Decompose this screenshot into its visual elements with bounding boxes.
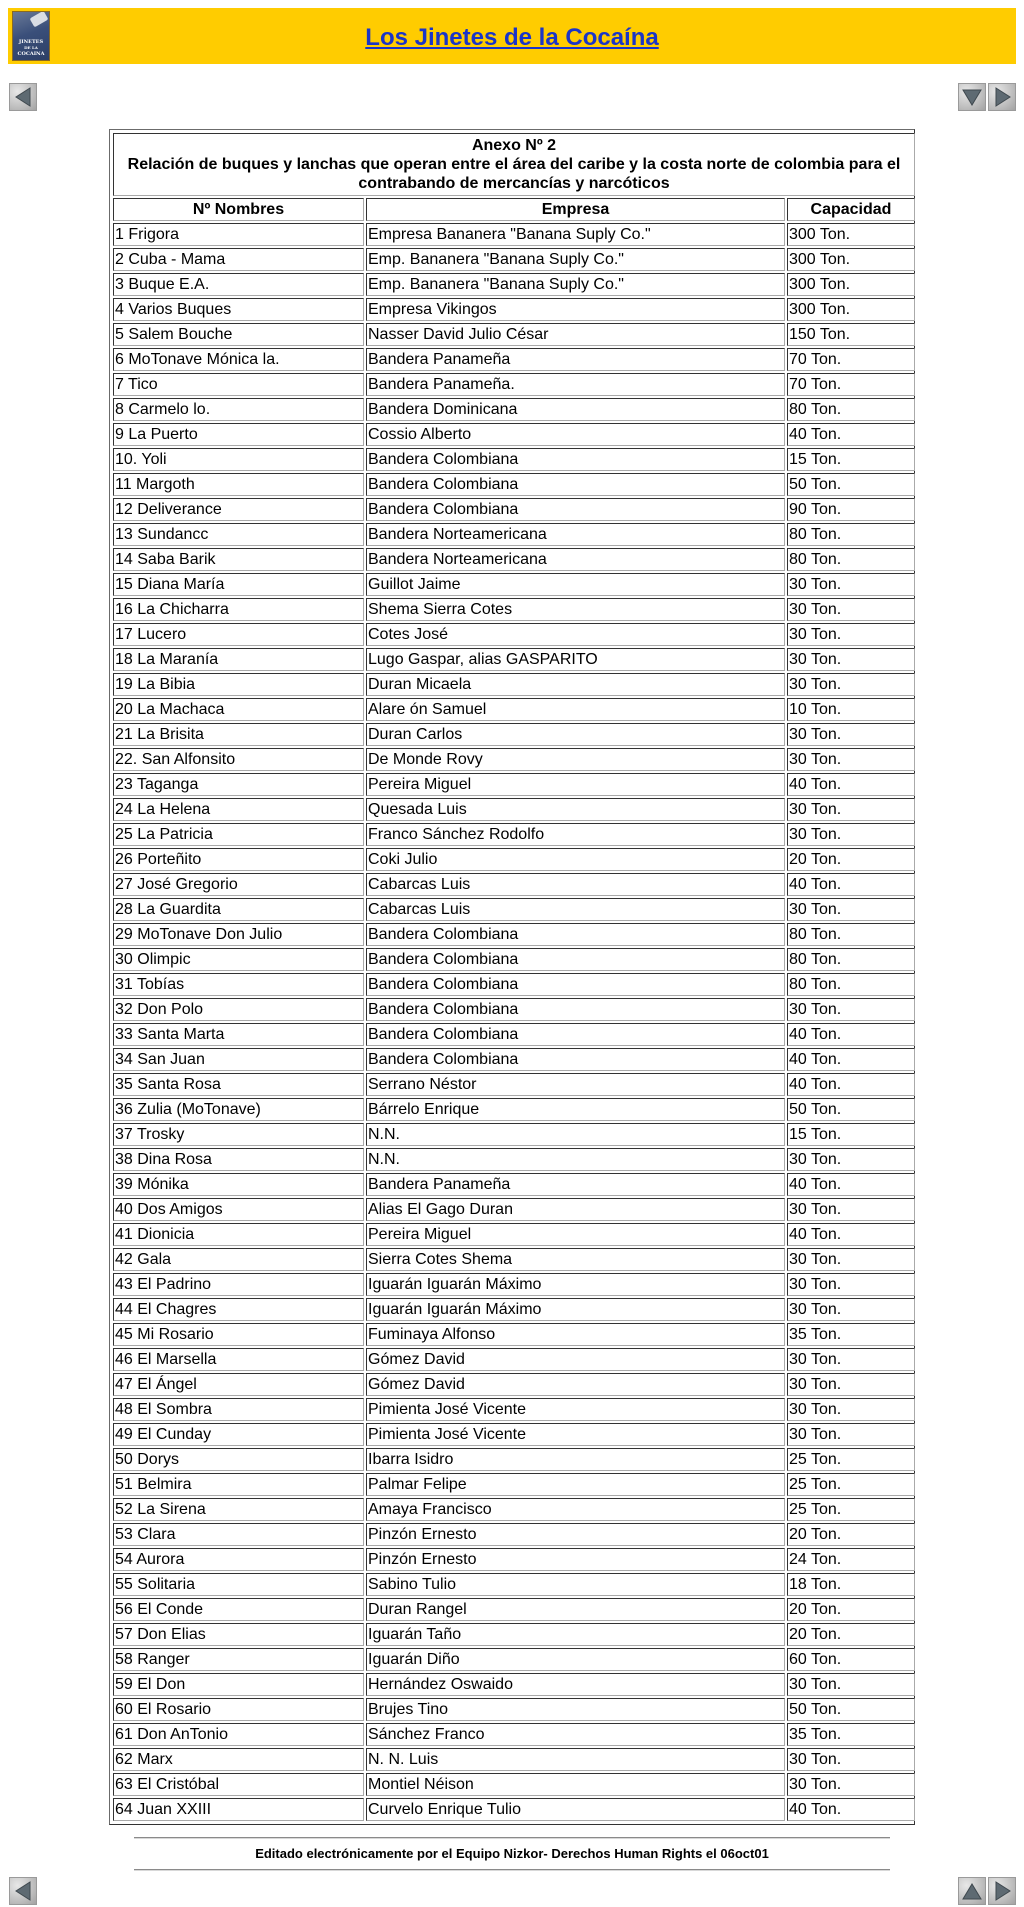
cell-capacidad: 80 Ton.	[787, 548, 915, 571]
arrow-right-icon	[988, 83, 1016, 111]
cell-capacidad: 80 Ton.	[787, 923, 915, 946]
cell-capacidad: 30 Ton.	[787, 1423, 915, 1446]
cell-empresa: N.N.	[366, 1123, 785, 1146]
table-row	[113, 1598, 915, 1621]
cell-nombre: 20 La Machaca	[113, 698, 364, 721]
cell-nombre: 22. San Alfonsito	[113, 748, 364, 771]
cell-capacidad: 24 Ton.	[787, 1548, 915, 1571]
site-title-link[interactable]: Los Jinetes de la Cocaína	[365, 24, 659, 51]
cell-capacidad: 300 Ton.	[787, 273, 915, 296]
cell-nombre: 7 Tico	[113, 373, 364, 396]
annex-description: Relación de buques y lanchas que operan entre el área del caribe y la costa norte de colombia para el contrabando de mercancías y narcóticos	[127, 156, 901, 192]
cell-capacidad: 18 Ton.	[787, 1573, 915, 1596]
table-row	[113, 1648, 915, 1671]
cell-empresa: Pinzón Ernesto	[366, 1548, 785, 1571]
cell-empresa: Sánchez Franco	[366, 1723, 785, 1746]
table-row	[113, 1398, 915, 1421]
prev-page-button-bottom[interactable]	[9, 1877, 37, 1905]
table-row	[113, 873, 915, 896]
cell-empresa: Guillot Jaime	[366, 573, 785, 596]
cell-nombre: 2 Cuba - Mama	[113, 248, 364, 271]
cell-empresa: Duran Carlos	[366, 723, 785, 746]
table-row	[113, 373, 915, 396]
cell-nombre: 10. Yoli	[113, 448, 364, 471]
cell-empresa: Pereira Miguel	[366, 773, 785, 796]
cell-capacidad: 80 Ton.	[787, 523, 915, 546]
cell-empresa: Alare ón Samuel	[366, 698, 785, 721]
cell-nombre: 40 Dos Amigos	[113, 1198, 364, 1221]
table-row	[113, 1348, 915, 1371]
table-row	[113, 398, 915, 421]
cell-nombre: 62 Marx	[113, 1748, 364, 1771]
footer-divider-top	[134, 1837, 890, 1839]
cell-nombre: 26 Porteñito	[113, 848, 364, 871]
cell-capacidad: 30 Ton.	[787, 1248, 915, 1271]
cell-empresa: N. N. Luis	[366, 1748, 785, 1771]
cell-nombre: 59 El Don	[113, 1673, 364, 1696]
cell-capacidad: 35 Ton.	[787, 1323, 915, 1346]
cell-capacidad: 10 Ton.	[787, 698, 915, 721]
cell-capacidad: 50 Ton.	[787, 1698, 915, 1721]
cell-empresa: Iguarán Taño	[366, 1623, 785, 1646]
table-row	[113, 323, 915, 346]
footer-divider-bottom	[134, 1869, 890, 1871]
table-row	[113, 648, 915, 671]
cell-nombre: 51 Belmira	[113, 1473, 364, 1496]
cell-empresa: Bandera Norteamericana	[366, 548, 785, 571]
cell-capacidad: 15 Ton.	[787, 1123, 915, 1146]
cell-empresa: Cossio Alberto	[366, 423, 785, 446]
cell-empresa: Ibarra Isidro	[366, 1448, 785, 1471]
cell-capacidad: 40 Ton.	[787, 1023, 915, 1046]
cell-empresa: Palmar Felipe	[366, 1473, 785, 1496]
cell-nombre: 53 Clara	[113, 1523, 364, 1546]
table-row	[113, 748, 915, 771]
cell-empresa: Curvelo Enrique Tulio	[366, 1798, 785, 1821]
cell-capacidad: 30 Ton.	[787, 1773, 915, 1796]
cell-empresa: Nasser David Julio César	[366, 323, 785, 346]
cell-capacidad: 150 Ton.	[787, 323, 915, 346]
cell-empresa: Bandera Dominicana	[366, 398, 785, 421]
cell-capacidad: 40 Ton.	[787, 1173, 915, 1196]
arrow-up-icon	[958, 1877, 986, 1905]
cell-empresa: Bandera Norteamericana	[366, 523, 785, 546]
cell-nombre: 18 La Maranía	[113, 648, 364, 671]
cell-capacidad: 30 Ton.	[787, 573, 915, 596]
cell-empresa: De Monde Rovy	[366, 748, 785, 771]
table-row	[113, 423, 915, 446]
cell-nombre: 14 Saba Barik	[113, 548, 364, 571]
table-caption	[113, 133, 915, 196]
table-row	[113, 1248, 915, 1271]
table-row	[113, 1223, 915, 1246]
cell-nombre: 47 El Ángel	[113, 1373, 364, 1396]
cell-empresa: Fuminaya Alfonso	[366, 1323, 785, 1346]
cell-empresa: Brujes Tino	[366, 1698, 785, 1721]
cell-empresa: Bandera Colombiana	[366, 923, 785, 946]
cell-capacidad: 40 Ton.	[787, 423, 915, 446]
cell-empresa: Duran Rangel	[366, 1598, 785, 1621]
cell-empresa: Bandera Panameña.	[366, 373, 785, 396]
table-header-row	[113, 198, 915, 221]
cell-nombre: 45 Mi Rosario	[113, 1323, 364, 1346]
cell-empresa: Emp. Bananera "Banana Suply Co."	[366, 273, 785, 296]
cell-capacidad: 50 Ton.	[787, 1098, 915, 1121]
cell-nombre: 12 Deliverance	[113, 498, 364, 521]
cell-nombre: 29 MoTonave Don Julio	[113, 923, 364, 946]
cell-nombre: 50 Dorys	[113, 1448, 364, 1471]
table-row	[113, 298, 915, 321]
cell-capacidad: 300 Ton.	[787, 248, 915, 271]
cell-empresa: Duran Micaela	[366, 673, 785, 696]
cell-capacidad: 80 Ton.	[787, 973, 915, 996]
cell-nombre: 55 Solitaria	[113, 1573, 364, 1596]
table-row	[113, 273, 915, 296]
table-row	[113, 1423, 915, 1446]
table-row	[113, 1723, 915, 1746]
cell-capacidad: 30 Ton.	[787, 723, 915, 746]
cell-empresa: Serrano Néstor	[366, 1073, 785, 1096]
cell-empresa: Iguarán Iguarán Máximo	[366, 1273, 785, 1296]
cell-capacidad: 30 Ton.	[787, 798, 915, 821]
cell-capacidad: 70 Ton.	[787, 373, 915, 396]
table-row	[113, 1123, 915, 1146]
cell-nombre: 5 Salem Bouche	[113, 323, 364, 346]
table-row	[113, 1173, 915, 1196]
table-row	[113, 1673, 915, 1696]
cell-empresa: Franco Sánchez Rodolfo	[366, 823, 785, 846]
cell-nombre: 19 La Bibia	[113, 673, 364, 696]
cell-empresa: N.N.	[366, 1148, 785, 1171]
table-row	[113, 1448, 915, 1471]
cell-nombre: 54 Aurora	[113, 1548, 364, 1571]
table-row	[113, 498, 915, 521]
cell-capacidad: 30 Ton.	[787, 648, 915, 671]
cell-capacidad: 40 Ton.	[787, 1048, 915, 1071]
cell-empresa: Sierra Cotes Shema	[366, 1248, 785, 1271]
cell-capacidad: 20 Ton.	[787, 848, 915, 871]
table-row	[113, 898, 915, 921]
cell-nombre: 46 El Marsella	[113, 1348, 364, 1371]
cell-nombre: 37 Trosky	[113, 1123, 364, 1146]
cell-capacidad: 30 Ton.	[787, 1148, 915, 1171]
logo-text: JINETES DE LA COCAINA	[17, 39, 45, 57]
cell-nombre: 30 Olimpic	[113, 948, 364, 971]
table-row	[113, 1573, 915, 1596]
cell-empresa: Empresa Vikingos	[366, 298, 785, 321]
cell-nombre: 63 El Cristóbal	[113, 1773, 364, 1796]
table-row	[113, 1073, 915, 1096]
cell-empresa: Gómez David	[366, 1373, 785, 1396]
table-row	[113, 673, 915, 696]
cell-empresa: Cabarcas Luis	[366, 898, 785, 921]
cell-empresa: Emp. Bananera "Banana Suply Co."	[366, 248, 785, 271]
next-page-button-bottom[interactable]	[988, 1877, 1016, 1905]
table-row	[113, 1523, 915, 1546]
cell-capacidad: 25 Ton.	[787, 1498, 915, 1521]
cell-empresa: Gómez David	[366, 1348, 785, 1371]
table-row	[113, 1473, 915, 1496]
cell-capacidad: 30 Ton.	[787, 1198, 915, 1221]
cell-capacidad: 30 Ton.	[787, 598, 915, 621]
cell-capacidad: 40 Ton.	[787, 873, 915, 896]
table-row	[113, 623, 915, 646]
cell-nombre: 6 MoTonave Mónica la.	[113, 348, 364, 371]
table-row	[113, 223, 915, 246]
cell-nombre: 61 Don AnTonio	[113, 1723, 364, 1746]
cell-nombre: 43 El Padrino	[113, 1273, 364, 1296]
cell-empresa: Sabino Tulio	[366, 1573, 785, 1596]
cell-capacidad: 30 Ton.	[787, 1298, 915, 1321]
column-header-empresa: Empresa	[366, 198, 785, 221]
cell-empresa: Empresa Bananera "Banana Suply Co."	[366, 223, 785, 246]
table-row	[113, 1498, 915, 1521]
cell-nombre: 48 El Sombra	[113, 1398, 364, 1421]
annex-table-frame	[109, 129, 915, 1825]
table-row	[113, 598, 915, 621]
table-row	[113, 773, 915, 796]
cell-capacidad: 40 Ton.	[787, 1223, 915, 1246]
cell-capacidad: 60 Ton.	[787, 1648, 915, 1671]
cell-nombre: 57 Don Elias	[113, 1623, 364, 1646]
cell-nombre: 3 Buque E.A.	[113, 273, 364, 296]
table-row	[113, 1773, 915, 1796]
cell-capacidad: 30 Ton.	[787, 673, 915, 696]
cell-empresa: Amaya Francisco	[366, 1498, 785, 1521]
cell-nombre: 44 El Chagres	[113, 1298, 364, 1321]
cell-nombre: 11 Margoth	[113, 473, 364, 496]
cell-empresa: Bárrelo Enrique	[366, 1098, 785, 1121]
cell-empresa: Hernández Oswaido	[366, 1673, 785, 1696]
cell-nombre: 8 Carmelo lo.	[113, 398, 364, 421]
table-row	[113, 1748, 915, 1771]
cell-empresa: Bandera Colombiana	[366, 498, 785, 521]
cell-empresa: Iguarán Diño	[366, 1648, 785, 1671]
cell-capacidad: 20 Ton.	[787, 1523, 915, 1546]
cell-nombre: 56 El Conde	[113, 1598, 364, 1621]
cell-capacidad: 30 Ton.	[787, 1673, 915, 1696]
table-row	[113, 1148, 915, 1171]
cell-capacidad: 30 Ton.	[787, 1348, 915, 1371]
table-row	[113, 1298, 915, 1321]
table-row	[113, 948, 915, 971]
cell-nombre: 58 Ranger	[113, 1648, 364, 1671]
table-row	[113, 1373, 915, 1396]
arrow-down-icon	[958, 83, 986, 111]
table-row	[113, 348, 915, 371]
cell-empresa: Iguarán Iguarán Máximo	[366, 1298, 785, 1321]
prev-page-button[interactable]	[9, 83, 37, 111]
table-row	[113, 248, 915, 271]
cell-nombre: 4 Varios Buques	[113, 298, 364, 321]
cell-nombre: 39 Mónika	[113, 1173, 364, 1196]
table-row	[113, 573, 915, 596]
cell-empresa: Bandera Colombiana	[366, 998, 785, 1021]
cell-capacidad: 30 Ton.	[787, 898, 915, 921]
cell-capacidad: 30 Ton.	[787, 823, 915, 846]
arrow-left-icon	[9, 83, 37, 111]
table-row	[113, 1273, 915, 1296]
header-banner	[8, 8, 1016, 64]
cell-capacidad: 25 Ton.	[787, 1473, 915, 1496]
table-caption-row	[113, 133, 915, 196]
vessels-table	[111, 131, 917, 1823]
cell-empresa: Cotes José	[366, 623, 785, 646]
cell-nombre: 32 Don Polo	[113, 998, 364, 1021]
cell-capacidad: 30 Ton.	[787, 1748, 915, 1771]
table-row	[113, 923, 915, 946]
table-row	[113, 998, 915, 1021]
down-page-button[interactable]	[958, 83, 986, 111]
cell-capacidad: 40 Ton.	[787, 773, 915, 796]
cell-empresa: Bandera Panameña	[366, 1173, 785, 1196]
cell-nombre: 23 Taganga	[113, 773, 364, 796]
cell-nombre: 21 La Brisita	[113, 723, 364, 746]
cell-empresa: Pereira Miguel	[366, 1223, 785, 1246]
cell-nombre: 25 La Patricia	[113, 823, 364, 846]
table-row	[113, 548, 915, 571]
cell-capacidad: 50 Ton.	[787, 473, 915, 496]
table-row	[113, 1698, 915, 1721]
cell-nombre: 9 La Puerto	[113, 423, 364, 446]
table-row	[113, 973, 915, 996]
cell-empresa: Cabarcas Luis	[366, 873, 785, 896]
table-row	[113, 473, 915, 496]
cell-empresa: Alias El Gago Duran	[366, 1198, 785, 1221]
cell-nombre: 33 Santa Marta	[113, 1023, 364, 1046]
cell-empresa: Bandera Colombiana	[366, 1048, 785, 1071]
cell-capacidad: 30 Ton.	[787, 1398, 915, 1421]
column-header-nombres: Nº Nombres	[113, 198, 364, 221]
cell-empresa: Bandera Colombiana	[366, 473, 785, 496]
cell-nombre: 13 Sundancc	[113, 523, 364, 546]
cell-capacidad: 35 Ton.	[787, 1723, 915, 1746]
cell-capacidad: 30 Ton.	[787, 1273, 915, 1296]
cell-capacidad: 30 Ton.	[787, 998, 915, 1021]
cell-capacidad: 80 Ton.	[787, 398, 915, 421]
cell-empresa: Pimienta José Vicente	[366, 1398, 785, 1421]
cell-nombre: 60 El Rosario	[113, 1698, 364, 1721]
cell-empresa: Pinzón Ernesto	[366, 1523, 785, 1546]
table-row	[113, 1798, 915, 1821]
table-row	[113, 1048, 915, 1071]
table-row	[113, 723, 915, 746]
cell-empresa: Bandera Colombiana	[366, 948, 785, 971]
cell-nombre: 16 La Chicharra	[113, 598, 364, 621]
cell-nombre: 17 Lucero	[113, 623, 364, 646]
cell-capacidad: 30 Ton.	[787, 1373, 915, 1396]
table-row	[113, 798, 915, 821]
cell-nombre: 28 La Guardita	[113, 898, 364, 921]
cell-nombre: 38 Dina Rosa	[113, 1148, 364, 1171]
cell-nombre: 27 José Gregorio	[113, 873, 364, 896]
table-row	[113, 698, 915, 721]
cell-nombre: 15 Diana María	[113, 573, 364, 596]
cell-nombre: 35 Santa Rosa	[113, 1073, 364, 1096]
table-row	[113, 448, 915, 471]
cell-nombre: 41 Dionicia	[113, 1223, 364, 1246]
annex-title: Anexo Nº 2	[471, 137, 557, 154]
cell-nombre: 64 Juan XXIII	[113, 1798, 364, 1821]
table-row	[113, 848, 915, 871]
cell-nombre: 49 El Cunday	[113, 1423, 364, 1446]
footer-credit: Editado electrónicamente por el Equipo Nizkor- Derechos Human Rights el 06oct01	[255, 1846, 769, 1861]
cell-nombre: 31 Tobías	[113, 973, 364, 996]
cell-nombre: 1 Frigora	[113, 223, 364, 246]
cell-nombre: 42 Gala	[113, 1248, 364, 1271]
cell-capacidad: 70 Ton.	[787, 348, 915, 371]
cell-capacidad: 90 Ton.	[787, 498, 915, 521]
cell-empresa: Coki Julio	[366, 848, 785, 871]
cell-empresa: Bandera Panameña	[366, 348, 785, 371]
cell-capacidad: 20 Ton.	[787, 1598, 915, 1621]
cell-capacidad: 300 Ton.	[787, 298, 915, 321]
cell-empresa: Montiel Néison	[366, 1773, 785, 1796]
page-top-button[interactable]	[958, 1877, 986, 1905]
cell-empresa: Shema Sierra Cotes	[366, 598, 785, 621]
next-page-button[interactable]	[988, 83, 1016, 111]
cell-nombre: 52 La Sirena	[113, 1498, 364, 1521]
table-row	[113, 1323, 915, 1346]
cell-empresa: Bandera Colombiana	[366, 448, 785, 471]
cell-capacidad: 300 Ton.	[787, 223, 915, 246]
cell-nombre: 36 Zulia (MoTonave)	[113, 1098, 364, 1121]
column-header-capacidad: Capacidad	[787, 198, 915, 221]
cell-nombre: 24 La Helena	[113, 798, 364, 821]
table-row	[113, 1023, 915, 1046]
arrow-right-icon	[988, 1877, 1016, 1905]
cell-capacidad: 80 Ton.	[787, 948, 915, 971]
table-row	[113, 1623, 915, 1646]
cell-capacidad: 15 Ton.	[787, 448, 915, 471]
cell-capacidad: 40 Ton.	[787, 1798, 915, 1821]
cell-capacidad: 20 Ton.	[787, 1623, 915, 1646]
cell-capacidad: 25 Ton.	[787, 1448, 915, 1471]
cell-empresa: Bandera Colombiana	[366, 973, 785, 996]
table-row	[113, 1198, 915, 1221]
cell-empresa: Pimienta José Vicente	[366, 1423, 785, 1446]
cell-nombre: 34 San Juan	[113, 1048, 364, 1071]
table-row	[113, 1548, 915, 1571]
arrow-left-icon	[9, 1877, 37, 1905]
cell-capacidad: 40 Ton.	[787, 1073, 915, 1096]
cell-capacidad: 30 Ton.	[787, 623, 915, 646]
table-row	[113, 823, 915, 846]
cell-capacidad: 30 Ton.	[787, 748, 915, 771]
cell-empresa: Quesada Luis	[366, 798, 785, 821]
table-row	[113, 523, 915, 546]
cell-empresa: Bandera Colombiana	[366, 1023, 785, 1046]
table-row	[113, 1098, 915, 1121]
cell-empresa: Lugo Gaspar, alias GASPARITO	[366, 648, 785, 671]
